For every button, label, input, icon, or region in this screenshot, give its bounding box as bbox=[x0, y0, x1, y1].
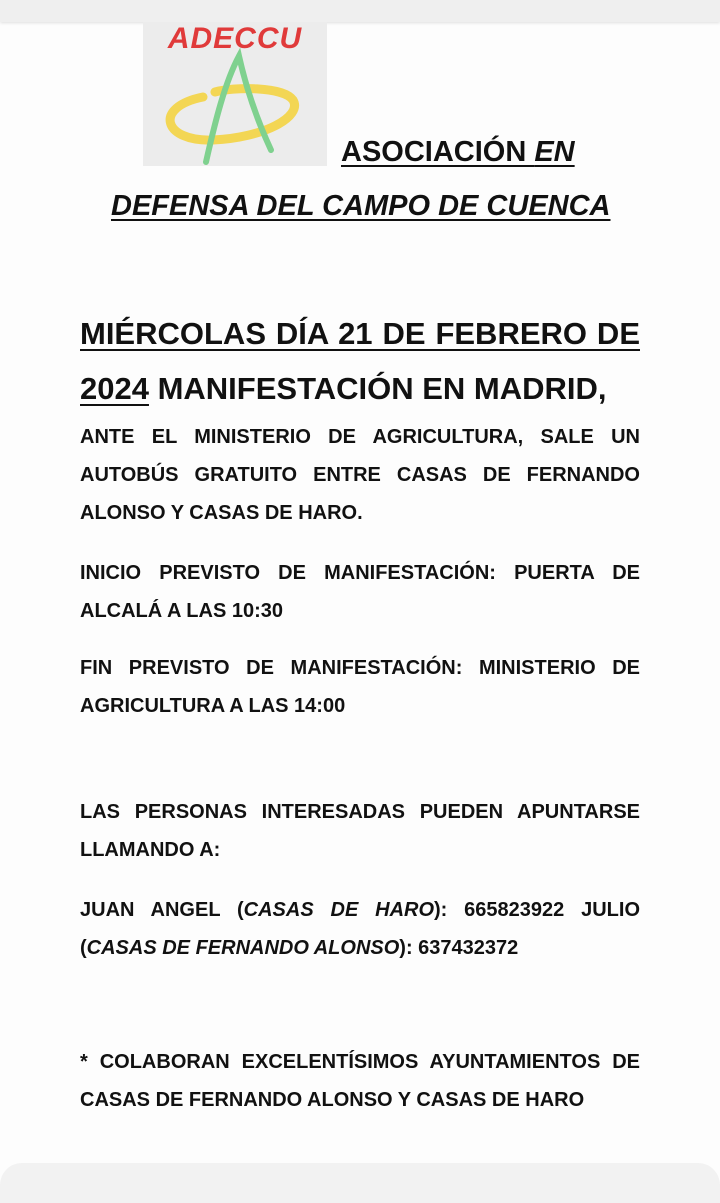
contacts-paragraph bbox=[80, 891, 640, 967]
signup-line-2: LLAMANDO A: bbox=[80, 839, 221, 861]
signup-paragraph bbox=[80, 793, 640, 869]
signup-line-1: LAS PERSONAS INTERESADAS PUEDEN APUNTARSE bbox=[80, 801, 640, 823]
bottom-sheet bbox=[0, 1163, 720, 1203]
announcement-title-line: 2024 MANIFESTACIÓN EN MADRID, bbox=[80, 371, 607, 406]
contact-julio-name: JULIO bbox=[581, 899, 641, 921]
top-bar bbox=[0, 0, 720, 22]
announcement-year: 2024 bbox=[80, 371, 149, 406]
association-title-line1: ASOCIACIÓN EN bbox=[341, 136, 575, 168]
bus-line-3: ALONSO Y CASAS DE HARO. bbox=[80, 502, 363, 524]
adeccu-logo bbox=[143, 22, 327, 166]
bus-line-1: ANTE EL MINISTERIO DE AGRICULTURA, SALE UN bbox=[80, 426, 640, 448]
association-title-line2: DEFENSA DEL CAMPO DE CUENCA bbox=[111, 190, 611, 222]
collab-paragraph bbox=[80, 1043, 640, 1119]
start-paragraph bbox=[80, 554, 640, 630]
end-line-1: FIN PREVISTO DE MANIFESTACIÓN: MINISTERIO DE bbox=[80, 657, 640, 679]
bus-line-2: AUTOBÚS GRATUITO ENTRE CASAS DE FERNANDO bbox=[80, 464, 640, 486]
announcement-date-line: MIÉRCOLAS DÍA 21 DE FEBRERO DE bbox=[80, 316, 640, 351]
collab-line-2: CASAS DE FERNANDO ALONSO Y CASAS DE HARO bbox=[80, 1089, 585, 1111]
start-line-2: ALCALÁ A LAS 10:30 bbox=[80, 600, 283, 622]
contact-line-1 bbox=[80, 891, 640, 929]
contact-juan: JUAN ANGEL (CASAS DE HARO): 665823922 bbox=[80, 899, 565, 921]
logo-text: ADECCU bbox=[167, 22, 303, 55]
collab-line-1: * COLABORAN EXCELENTÍSIMOS AYUNTAMIENTOS DE bbox=[80, 1051, 640, 1073]
announcement bbox=[80, 306, 640, 416]
contact-line-2: (CASAS DE FERNANDO ALONSO): 637432372 bbox=[80, 937, 519, 959]
end-paragraph bbox=[80, 649, 640, 725]
end-line-2: AGRICULTURA A LAS 14:00 bbox=[80, 695, 346, 717]
start-line-1: INICIO PREVISTO DE MANIFESTACIÓN: PUERTA DE bbox=[80, 562, 640, 584]
bus-paragraph bbox=[80, 418, 640, 532]
